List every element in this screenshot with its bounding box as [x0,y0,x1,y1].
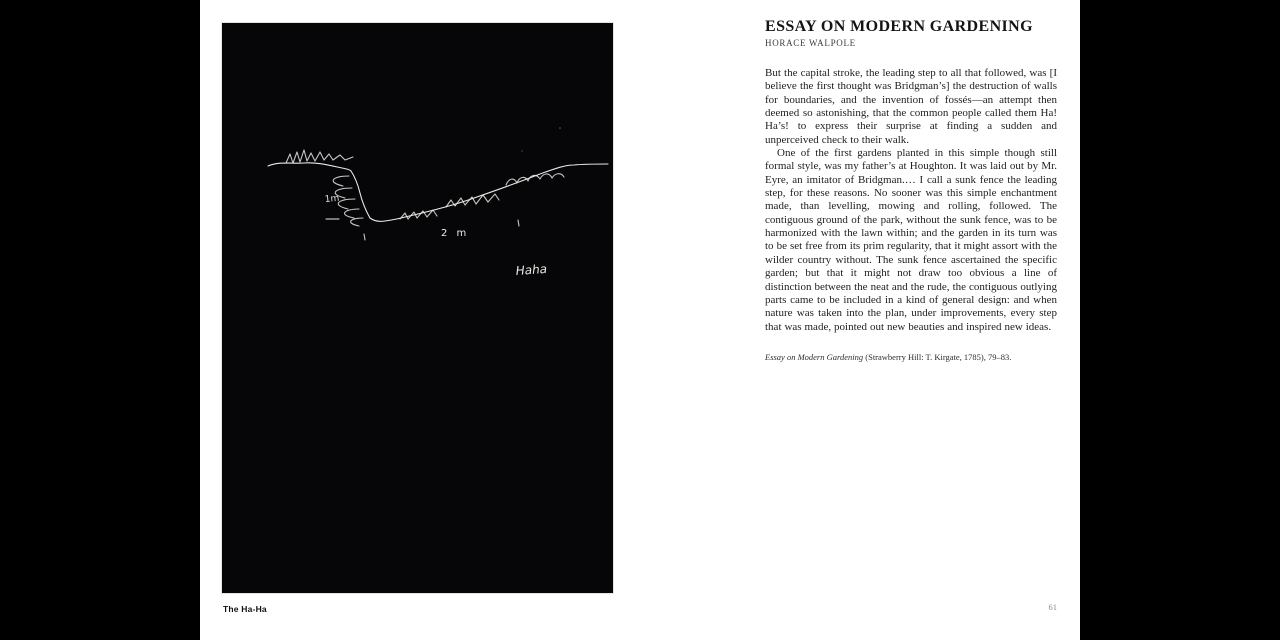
dust-speck [559,127,561,129]
citation-line [765,352,1057,362]
essay-body [765,67,1057,334]
tick-mark-right [518,220,519,226]
essay-paragraph-2: One of the first gardens planted in this simple though still formal style, was my father’s at Houghton. It was laid out by Mr. Eyre, an imitator of Bridgman.… I call a sunk fence the leading step, for these reasons. No sooner was this simple enchantment made, than levelling, mowing and rolling, followed. The contiguous ground of the park, without the sunk fence, was to be harmonized with the lawn within; and the garden in its turn was to be set free from its prim regularity, that it might assort with the wilder country without. The sunk fence ascertained the specific garden; but that it might not draw too obvious a line of distinction between the neat and the rude, the contiguous outlying parts came to be included in a kind of general design: and when nature was taken into the plan, under improvements, every step that was made, pointed out new beauties and inspired new ideas. [765,147,1057,333]
slope-line [370,164,608,221]
scribble-word [286,150,353,163]
citation-details: (Strawberry Hill: T. Kirgate, 1785), 79–83. [863,351,1012,362]
essay-title: ESSAY ON MODERN GARDENING [765,18,1033,35]
photo-caption: The Ha-Ha [223,604,267,614]
slope-scribbles-lower [400,210,437,219]
ha-ha-sketch-drawing [222,23,613,593]
citation-work-title: Essay on Modern Gardening [765,351,864,362]
page-number: 61 [1048,602,1057,612]
ground-line-left [268,163,351,171]
ha-ha-photo [222,23,613,593]
essay-paragraph-1: But the capital stroke, the leading step to all that followed, was [I believe the first thought was Bridgman’s] the destruction of walls for boundaries, and the invention of fossés—an attempt then deemed so astonishing, that the common people called them Ha! Ha’s! to express their surprise at finding a sudden and unperceived check to their walk. [765,67,1057,146]
tick-mark-left [364,234,365,240]
width-label: 2 m [441,228,470,239]
essay-author: HORACE WALPOLE [765,38,856,48]
dust-speck [521,150,522,151]
wall-line [351,171,370,218]
essay-column [765,18,1057,362]
slope-scribbles-middle [446,194,499,207]
book-page-spread [200,0,1080,640]
depth-label: 1m [324,193,340,205]
haha-label: Haha [515,261,548,278]
